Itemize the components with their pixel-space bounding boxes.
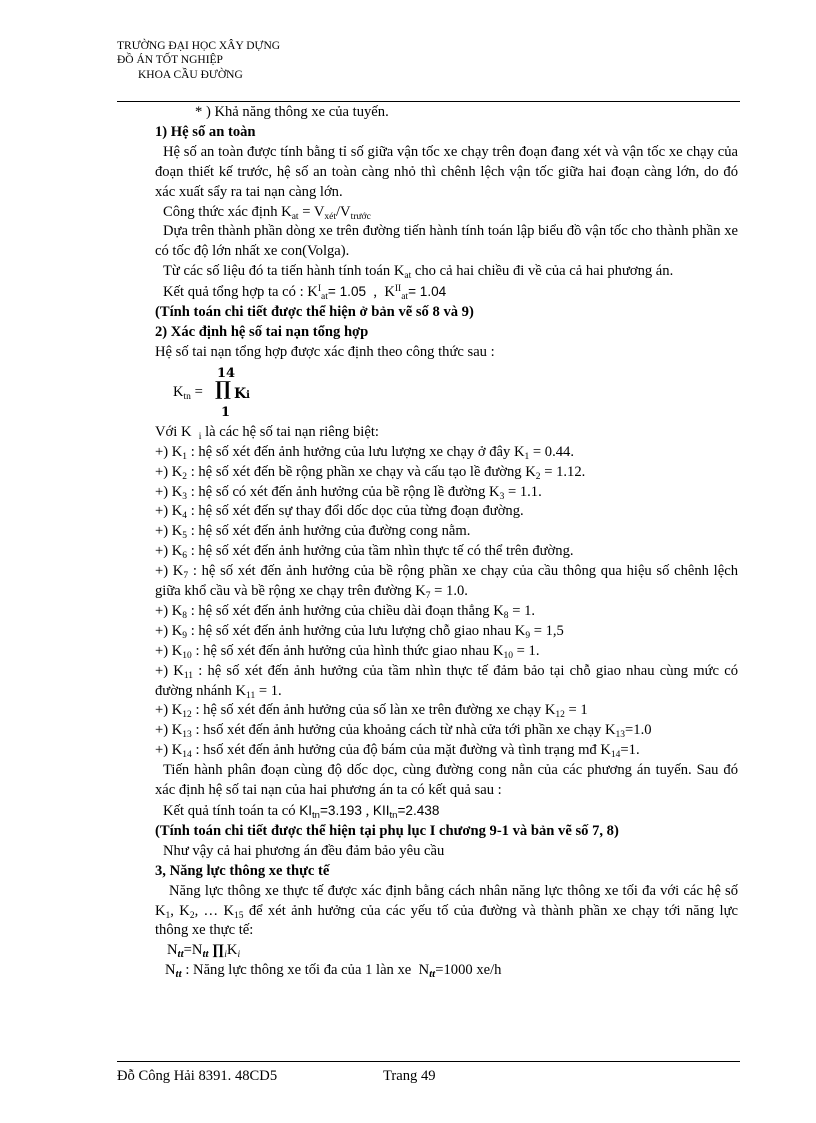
formula-lower-limit: 1 (221, 404, 231, 420)
k2-line: +) $K_2$ : hệ số xét đến bề rộng phần xe chạy và cấu tạo lề đường $K_2 = 1.12$. (155, 463, 586, 482)
k8-line: +) $K_8$ : hệ số xét đến ảnh hưởng của chiều dài đoạn thẳng $K_8 = 1$. (155, 602, 536, 621)
header-project: ĐỒ ÁN TỐT NGHIỆP (117, 54, 223, 66)
k13-line: +) $K_{13}$ : hsố xét đến ảnh hưởng của khoảng cách từ nhà cửa tới phần xe chạy $K_{13}=1.0$ (155, 722, 652, 741)
section2-paragraph2: Tiến hành phân đoạn cùng độ dốc dọc, cùng đường cong nằn của các phương án tuyến. Sau đó xác định hệ số tai nạn của hai phương án ta có kết quả sau : (155, 762, 738, 799)
k14-line: +) $K_{14}$ : hsố xét đến ảnh hưởng của độ bám của mặt đường và tình trạng mđ $K_{14}=1$. (155, 742, 640, 761)
section3-formula: $N_{tt}=N_{tt}$ $\prod_iK_i$ (167, 942, 241, 961)
k6-line: +) $K_6$ : hệ số xét đến ảnh hưởng của tầm nhìn thực tế có thể trên đường. (155, 543, 574, 562)
section1-result: Kết quả tổng hợp ta có : $K^I_{at}= 1.05$ , $K^{II}_{at}= 1.04$ (163, 284, 447, 303)
section2-paragraph4: Như vậy cả hai phương án đều đảm bảo yêu cầu (163, 842, 445, 859)
section2-paragraph1: Hệ số tai nạn tổng hợp được xác định theo công thức sau : (155, 343, 495, 360)
ktn-II-value: =2.438 (397, 803, 440, 818)
k3-line: +) $K_3$ : hệ số có xét đến ảnh hưởng của bề rộng lề đường $K_3 = 1.1$. (155, 483, 542, 502)
section2-note: (Tính toán chi tiết được thể hiện tại phụ lục I chương 9-1 và bản vẽ số 7, 8) (155, 822, 619, 839)
section1-paragraph3: Dựa trên thành phần dòng xe trên đường tiến hành tính toán lập biểu đồ vận tốc cho thành phần xe có tốc độ lớn nhất xe con(Volga). (155, 223, 738, 260)
ktn-formula: $K_{tn}$ = 14 ∏ Ki 1 (155, 363, 738, 423)
k7-line: +) $K_7$ : hệ số xét đến ảnh hưởng của bề rộng phần xe chạy của cầu thông qua hiệu số chênh lệch giữa khổ cầu và bề rộng xe chạy trên đường $K_7 = 1.0$. (155, 563, 738, 602)
k10-line: +) $K_{10}$ : hệ số xét đến ảnh hưởng của hình thức giao nhau $K_{10} = 1$. (155, 642, 540, 661)
section2-result: Kết quả tính toán ta có $KI_{tn}=3.193$ , $KII_{tn}=2.438$ (163, 803, 440, 821)
page-content (155, 103, 738, 981)
section3-paragraph1: Năng lực thông xe thực tế được xác định bằng cách nhân năng lực thông xe tối đa với các hệ số $K_1$, $K_2$, … $K_{15}$ để xét ảnh hưởng của các yếu tố của đường và thành phần xe chạy tới năng lực thông xe thực tế: (155, 882, 738, 939)
header-faculty: KHOA CẦU ĐƯỜNG (138, 69, 243, 81)
section3-title: 3, Năng lực thông xe thực tế (155, 862, 330, 879)
section1-title: 1) Hệ số an toàn (155, 123, 256, 140)
formula-upper-limit: 14 (217, 365, 236, 381)
header-rule (117, 101, 740, 102)
footer-page-number: Trang 49 (383, 1068, 436, 1084)
k4-line: +) $K_4$ : hệ số xét đến sự thay đổi dốc dọc của từng đoạn đường. (155, 503, 524, 522)
footer-rule (117, 1061, 740, 1062)
section1-formula-line: Công thức xác định $K_{at} = V_{xét}/V_{trước}$ (163, 203, 371, 222)
section1-paragraph1: Hệ số an toàn được tính bằng tỉ số giữa vận tốc xe chạy trên đoạn đang xét và vận tốc xe chạy của đoạn thiết kế trước, hệ số an toàn càng nhỏ thì chênh lệch vận tốc giữa hai đoạn càng lớn, do đó xác xuất sẩy ra tai nạn càng lớn. (155, 143, 738, 200)
intro-line: * ) Khả năng thông xe của tuyến. (195, 104, 389, 120)
k9-line: +) $K_9$ : hệ số xét đến ảnh hưởng của lưu lượng chỗ giao nhau $K_9 = 1,5$ (155, 622, 564, 641)
ki-definition: Với K $_i$ là các hệ số tai nạn riêng biệt: (155, 423, 379, 442)
header-school: TRƯỜNG ĐẠI HỌC XÂY DỰNG (117, 40, 281, 52)
section2-title: 2) Xác định hệ số tai nạn tổng hợp (155, 323, 369, 340)
k11-line: +) $K_{11}$ : hệ số xét đến ảnh hưởng của tầm nhìn thực tế đảm bảo tại chỗ giao nhau cùng mức có đường nhánh $K_{11} = 1$. (155, 662, 738, 701)
section1-paragraph4: Từ các số liệu đó ta tiến hành tính toán $K_{at}$ cho cả hai chiều đi về của cả hai phương án. (163, 263, 674, 282)
ktn-I-value: =3.193 (319, 803, 362, 818)
footer-author: Đỗ Công Hải 8391. 48CD5 (117, 1068, 278, 1084)
k1-line: +) $K_1$ : hệ số xét đến ảnh hưởng của lưu lượng xe chạy ở đây $K_1 = 0.44$. (155, 443, 574, 462)
product-symbol: ∏ (215, 377, 231, 400)
k5-line: +) $K_5$ : hệ số xét đến ảnh hưởng của đường cong nằm. (155, 523, 471, 542)
section3-paragraph2: $N_{tt}$ : Năng lực thông xe tối đa của 1 làn xe $N_{tt}=1000$ xe/h (165, 962, 502, 981)
section1-note: (Tính toán chi tiết được thể hiện ở bản vẽ số 8 và 9) (155, 304, 474, 321)
k12-line: +) $K_{12}$ : hệ số xét đến ảnh hưởng của số làn xe trên đường xe chạy $K_{12} = 1$ (155, 702, 588, 721)
kat-II-value: = 1.04 (408, 284, 447, 300)
kat-I-value: = 1.05 (327, 284, 367, 300)
